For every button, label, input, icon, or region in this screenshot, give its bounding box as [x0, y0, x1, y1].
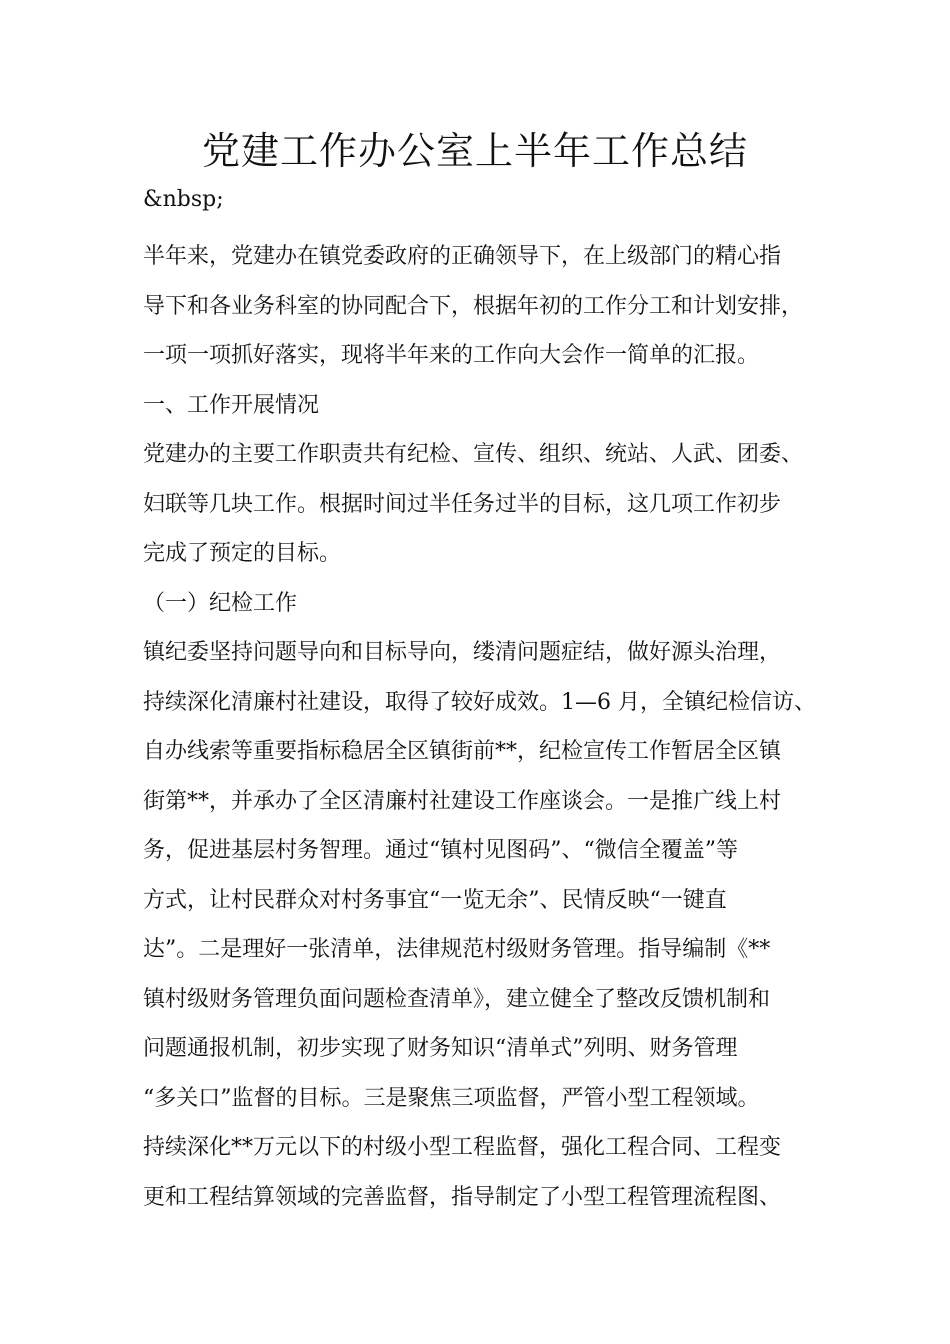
- paragraph-line: 导下和各业务科室的协同配合下，根据年初的工作分工和计划安排，: [143, 293, 804, 319]
- paragraph-line: 务，促进基层村务智理。通过“镇村见图码”、“微信全覆盖”等: [143, 838, 738, 863]
- paragraph-line: 妇联等几块工作。根据时间过半任务过半的目标，这几项工作初步: [143, 491, 782, 517]
- paragraph-line: “多关口”监督的目标。三是聚焦三项监督，严管小型工程领域。: [143, 1085, 760, 1111]
- subsection-heading: （一）纪检工作: [143, 590, 298, 616]
- stray-nbsp-text: &nbsp;: [143, 187, 224, 212]
- paragraph-line: 镇村级财务管理负面问题检查清单》，建立健全了整改反馈机制和: [143, 986, 771, 1012]
- paragraph-line: 问题通报机制，初步实现了财务知识“清单式”列明、财务管理: [143, 1036, 738, 1061]
- paragraph-line: 持续深化清廉村社建设，取得了较好成效。1—6 月，全镇纪检信访、: [143, 689, 816, 715]
- paragraph-line: 一项一项抓好落实，现将半年来的工作向大会作一简单的汇报。: [143, 343, 760, 368]
- paragraph-line: 方式，让村民群众对村务事宜“一览无余”、民情反映“一键直: [143, 887, 727, 913]
- paragraph-line: 党建办的主要工作职责共有纪检、宣传、组织、统站、人武、团委、: [143, 442, 804, 467]
- document-body: [143, 232, 843, 1222]
- document-title: 党建工作办公室上半年工作总结: [201, 129, 748, 173]
- paragraph-line: 达”。二是理好一张清单，法律规范村级财务管理。指导编制《**: [143, 937, 771, 962]
- paragraph-line: 持续深化**万元以下的村级小型工程监督，强化工程合同、工程变: [143, 1135, 782, 1160]
- section-heading: 一、工作开展情况: [143, 392, 320, 418]
- paragraph-line: 完成了预定的目标。: [143, 541, 342, 566]
- paragraph-line: 街第**，并承办了全区清廉村社建设工作座谈会。一是推广线上村: [143, 788, 782, 814]
- paragraph-line: 镇纪委坚持问题导向和目标导向，缕清问题症结，做好源头治理，: [143, 640, 782, 665]
- paragraph-line: 自办线索等重要指标稳居全区镇街前**，纪检宣传工作暂居全区镇: [143, 739, 782, 764]
- paragraph-line: 半年来，党建办在镇党委政府的正确领导下，在上级部门的精心指: [143, 244, 782, 269]
- paragraph-line: 更和工程结算领域的完善监督，指导制定了小型工程管理流程图、: [143, 1184, 782, 1210]
